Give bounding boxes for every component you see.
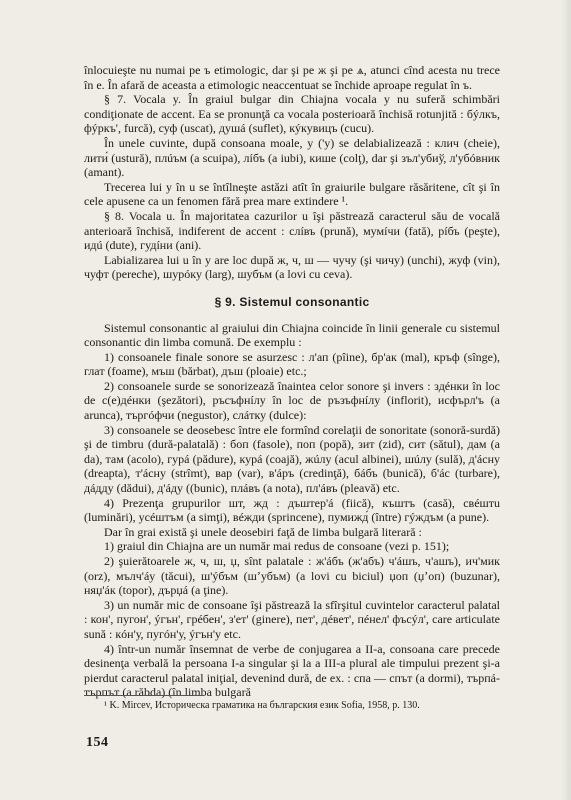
paragraph: Trecerea lui y în u se întîlneşte astăzi atît în graiurile bulgare răsăritene, cît şi în cele apusene ca un fenomen fără prea mare extindere ¹. bbox=[84, 179, 500, 209]
list-item: 4) într-un număr însemnat de verbe de conjugarea a II-a, consoana care precede desinenţa verbală la persoana I-a singular şi la a III-a plural ale timpului prezent şi-a pierdut caracterul palatal iniţial, devenind dură, de ex. : спа — спът (a dormi), търпá-търпът (a răbda) (în limba bulgară bbox=[84, 641, 500, 700]
list-item: 1) graiul din Chiajna are un număr mai redus de consoane (vezi p. 151); bbox=[104, 539, 450, 554]
paragraph: Sistemul consonantic al graiului din Chiajna coincide în linii generale cu sistemul consonantic din limba comună. De exemplu : bbox=[84, 320, 500, 350]
list-item: 2) consoanele surde se sonorizează înaintea celor sonore şi invers : здéнки în loc de с(е)дéнки (şezători), ръсъфнíлу în loc de ръзъфнíлу (inflorit), исфърл'ъ (a arunca), търгóфчи (negustor), слáтку (dulce): bbox=[84, 378, 500, 423]
list-item: 4) Prezenţa grupurilor шт, жд : дъштер'á (fiică), къштъ (casă), свéштu (luminări), усéштъм (a simţi), вéжди (sprincene), пумижд́ (între) гýждъм (a pune). bbox=[84, 495, 500, 525]
paragraph-section-7: § 7. Vocala y. În graiul bulgar din Chiajna vocala y nu suferă schimbări condiţionate de accent. Ea se pronunţă ca vocala posterioară închisă rotunjită : бýлкъ, фýркъ', furcă), суф (uscat), душá (suflet), кýкувицъ (cucu). bbox=[84, 92, 500, 136]
paragraph: Labializarea lui u în y are loc după ж, ч, ш — чучу (şi чичу) (unchi), жуф (vin), чуфт (pereche), шурóку (larg), шубъм (a lovi cu ceva). bbox=[84, 252, 500, 282]
list-item: 2) şuierătoarele ж, ч, ш, џ, sînt palatale : ж'áбъ (ж'абъ) ч'áшъ, ч'ашъ), ич'мик (orz), мълч'áу (tăcui), ш'ýбъм (шʼубъм) (a lovi cu biciul) џоп (џʼоп) (buzunar), няџ'áк (topor), дърџá (a ţine). bbox=[84, 554, 500, 598]
main-text-block bbox=[84, 63, 500, 700]
paragraph: înlocuieşte nu numai pe ъ etimologic, dar şi pe ж şi pe ѧ, atunci cînd acesta nu trece în e. În afară de aceasta a etimologic neaccentuat se închide aproape regulat în ъ. bbox=[84, 63, 500, 92]
section-heading: § 9. Sistemul consonantic bbox=[214, 294, 370, 309]
footnote: ¹ K. Mircev, Историческа граматика на българския език Sofia, 1958, p. 130. bbox=[104, 700, 420, 711]
paragraph-section-8: § 8. Vocala u. În majoritatea cazurilor u îşi păstrează caracterul său de vocală anterioară închisă, indiferent de accent : слíвъ (prună), мумíчи (fată), рíбъ (peşte), идú (dute), гудíни (ani). bbox=[84, 208, 500, 253]
paragraph: În unele cuvinte, după consoana moale, y ('y) se delabializează : клич (cheie), лити́ (ustură), плúъм (a scuipa), лíбъ (a iubi), кише (colţ), dar şi зъл'убиў, л'убóвник (amant). bbox=[84, 135, 500, 180]
list-item: 1) consoanele finale sonore se asurzesc : л'ап (pîine), бр'ак (mal), кръф (sînge), глат (foame), мъш (bărbat), дъш (ploaie) etc.; bbox=[84, 349, 500, 379]
page-edge-shadow bbox=[561, 0, 571, 800]
footnote-divider bbox=[84, 695, 204, 696]
list-item: 3) consoanele se deosebesc între ele formînd corelaţii de sonoritate (sonoră-surdă) şi de timbru (dură-palatală) : боп (fasole), поп (popă), зит (zid), сит (sătul), дам (a da), там (acolo), гурá (pădure), курá (coajă), жúлу (acul albinei), шúлу (sulă), д'áсну (dreapta), т'áсну (strîmt), вар (var), в'áръ (credinţă), бáбъ (bunică), б'áс (turbare), дáдду (dădui), д'áду ((bunic), плáвъ (a nota), пл'áвъ (pleavă) etc. bbox=[84, 422, 500, 496]
page-number: 154 bbox=[86, 735, 109, 750]
list-item: 3) un număr mic de consoane îşi păstrează la sfîrşitul cuvintelor caracterul palatal : кон', пугон', ýгън', грéбен', з'ет' (ginere), пет', дéвет', пéнел' фъсýл', care articulate sună : кóн'у, пугóн'у, ýгън'у etc. bbox=[84, 597, 500, 641]
paragraph: Dar în grai există şi unele deosebiri faţă de limba bulgară literară : bbox=[104, 524, 422, 539]
